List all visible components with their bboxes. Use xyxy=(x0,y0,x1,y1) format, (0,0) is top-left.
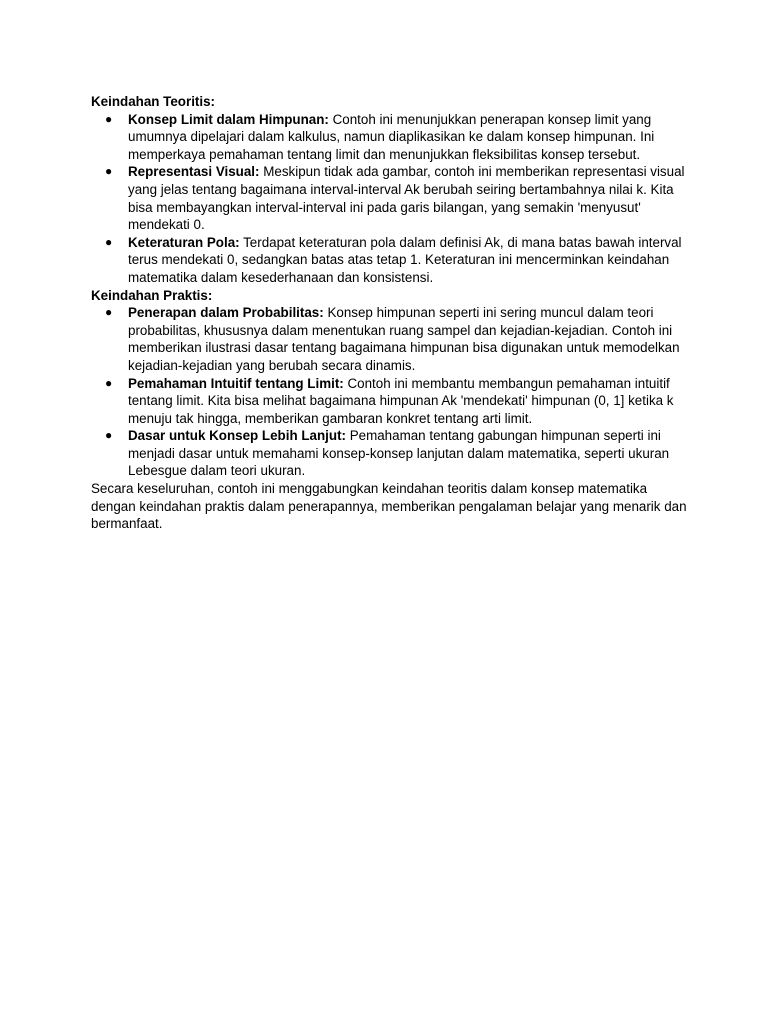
document-body xyxy=(91,93,691,533)
item-text: Pemahaman tentang gabungan himpunan seperti ini menjadi dasar untuk memahami konsep-konsep lanjutan dalam matematika, seperti ukuran Lebesgue dalam teori ukuran. xyxy=(128,428,670,479)
list-item xyxy=(91,304,691,374)
section-heading-teoritis: Keindahan Teoritis: xyxy=(91,94,216,109)
item-term: Penerapan dalam Probabilitas: xyxy=(128,305,324,321)
bullet-icon: ● xyxy=(105,428,113,443)
list-item xyxy=(91,163,691,233)
bullet-list-teoritis xyxy=(91,111,691,287)
item-term: Dasar untuk Konsep Lebih Lanjut: xyxy=(128,428,346,444)
item-term: Konsep Limit dalam Himpunan: xyxy=(128,111,329,127)
item-text: Terdapat keteraturan pola dalam definisi Ak, di mana batas bawah interval terus mendekati 0, sedangkan batas atas tetap 1. Keteraturan ini mencerminkan keindahan matematika dalam kesederhanaan dan konsistensi. xyxy=(128,234,682,285)
item-term: Keteraturan Pola: xyxy=(128,234,240,250)
item-text: Meskipun tidak ada gambar, contoh ini memberikan representasi visual yang jelas tentang bagaimana interval-interval Ak berubah seiring bertambahnya nilai k. Kita bisa membayangkan interval-interval ini pada garis bilangan, yang semakin 'menyusut' mendekati 0. xyxy=(128,164,685,233)
bullet-icon: ● xyxy=(105,234,113,249)
list-item xyxy=(91,375,691,428)
item-text: Contoh ini menunjukkan penerapan konsep limit yang umumnya dipelajari dalam kalkulus, namun diaplikasikan ke dalam konsep himpunan. Ini memperkaya pemahaman tentang limit dan menunjukkan fleksibilitas konsep tersebut. xyxy=(128,111,655,162)
bullet-icon: ● xyxy=(105,164,113,179)
bullet-icon: ● xyxy=(105,305,113,320)
section-heading-praktis: Keindahan Praktis: xyxy=(91,287,213,303)
list-item xyxy=(91,111,691,164)
item-term: Pemahaman Intuitif tentang Limit: xyxy=(128,375,344,391)
bullet-icon: ● xyxy=(105,111,113,126)
item-text: Contoh ini membantu membangun pemahaman intuitif tentang limit. Kita bisa melihat bagaimana himpunan Ak 'mendekati' himpunan (0, 1] ketika k menuju tak hingga, memberikan gambaran konkret tentang arti limit. xyxy=(128,375,674,426)
list-item xyxy=(91,234,691,287)
list-item xyxy=(91,427,691,480)
bullet-list-praktis xyxy=(91,304,691,480)
conclusion-paragraph: Secara keseluruhan, contoh ini menggabungkan keindahan teoritis dalam konsep matematika dengan keindahan praktis dalam penerapannya, memberikan pengalaman belajar yang menarik dan bermanfaat. xyxy=(91,481,687,532)
item-term: Representasi Visual: xyxy=(128,164,260,180)
item-text: Konsep himpunan seperti ini sering muncul dalam teori probabilitas, khususnya dalam menentukan ruang sampel dan kejadian-kejadian. Contoh ini memberikan ilustrasi dasar tentang bagaimana himpunan bisa digunakan untuk memodelkan kejadian-kejadian yang berubah secara dinamis. xyxy=(128,305,680,373)
bullet-icon: ● xyxy=(105,375,113,390)
